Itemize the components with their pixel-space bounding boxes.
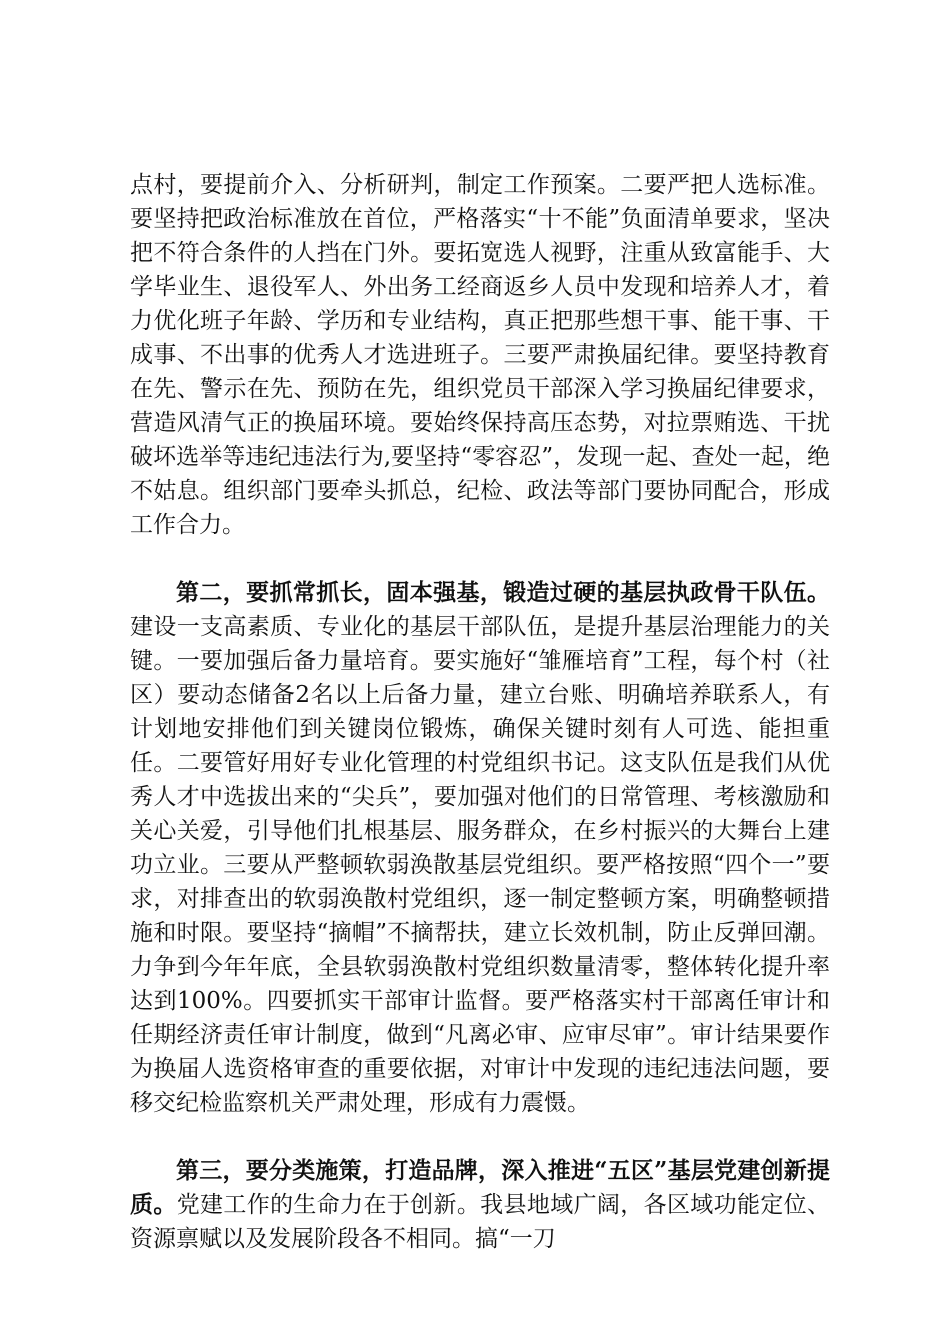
paragraph-2 [130, 576, 830, 1120]
paragraph-2-text: 建设一支高素质、专业化的基层干部队伍，是提升基层治理能力的关键。一要加强后备力量培育。要实施好“雏雁培育”工程，每个村（社区）要动态储备2名以上后备力量，建立台账、明确培养联系人，有计划地安排他们到关键岗位锻炼，确保关键时刻有人可选、能担重任。二要管好用好专业化管理的村党组织书记。这支队伍是我们从优秀人才中选拔出来的“尖兵”，要加强对他们的日常管理、考核激励和关心关爱，引导他们扎根基层、服务群众，在乡村振兴的大舞台上建功立业。三要从严整顿软弱涣散基层党组织。要严格按照“四个一”要求，对排查出的软弱涣散村党组织，逐一制定整顿方案，明确整顿措施和时限。要坚持“摘帽”不摘帮扶，建立长效机制，防止反弹回潮。力争到今年年底，全县软弱涣散村党组织数量清零，整体转化提升率达到100%。四要抓实干部审计监督。要严格落实村干部离任审计和任期经济责任审计制度，做到“凡离必审、应审尽审”。审计结果要作为换届人选资格审查的重要依据，对审计中发现的违纪违法问题，要移交纪检监察机关严肃处理，形成有力震慑。 [130, 614, 830, 1116]
paragraph-3-lead: 第三，要分类施策，打造品牌，深入推进“五区”基层党建创新提质。 [130, 1157, 830, 1218]
paragraph-3-text: 党建工作的生命力在于创新。我县地域广阔，各区域功能定位、资源禀赋以及发展阶段各不相同。搞“一刀 [130, 1192, 831, 1252]
paragraph-3 [130, 1154, 830, 1256]
paragraph-2-lead: 第二，要抓常抓长，固本强基，锻造过硬的基层执政骨干队伍。 [176, 579, 830, 606]
paragraph-1 [130, 168, 830, 542]
paragraph-1-text: 点村，要提前介入、分析研判，制定工作预案。二要严把人选标准。要坚持把政治标准放在首位，严格落实“十不能”负面清单要求，坚决把不符合条件的人挡在门外。要拓宽选人视野，注重从致富能手、大学毕业生、退役军人、外出务工经商返乡人员中发现和培养人才，着力优化班子年龄、学历和专业结构，真正把那些想干事、能干事、干成事、不出事的优秀人才选进班子。三要严肃换届纪律。要坚持教育在先、警示在先、预防在先，组织党员干部深入学习换届纪律要求，营造风清气正的换届环境。要始终保持高压态势，对拉票贿选、干扰破坏选举等违纪违法行为,要坚持“零容忍”，发现一起、查处一起，绝不姑息。组织部门要牵头抓总，纪检、政法等部门要协同配合，形成工作合力。 [130, 172, 830, 538]
document-page [130, 168, 830, 1290]
